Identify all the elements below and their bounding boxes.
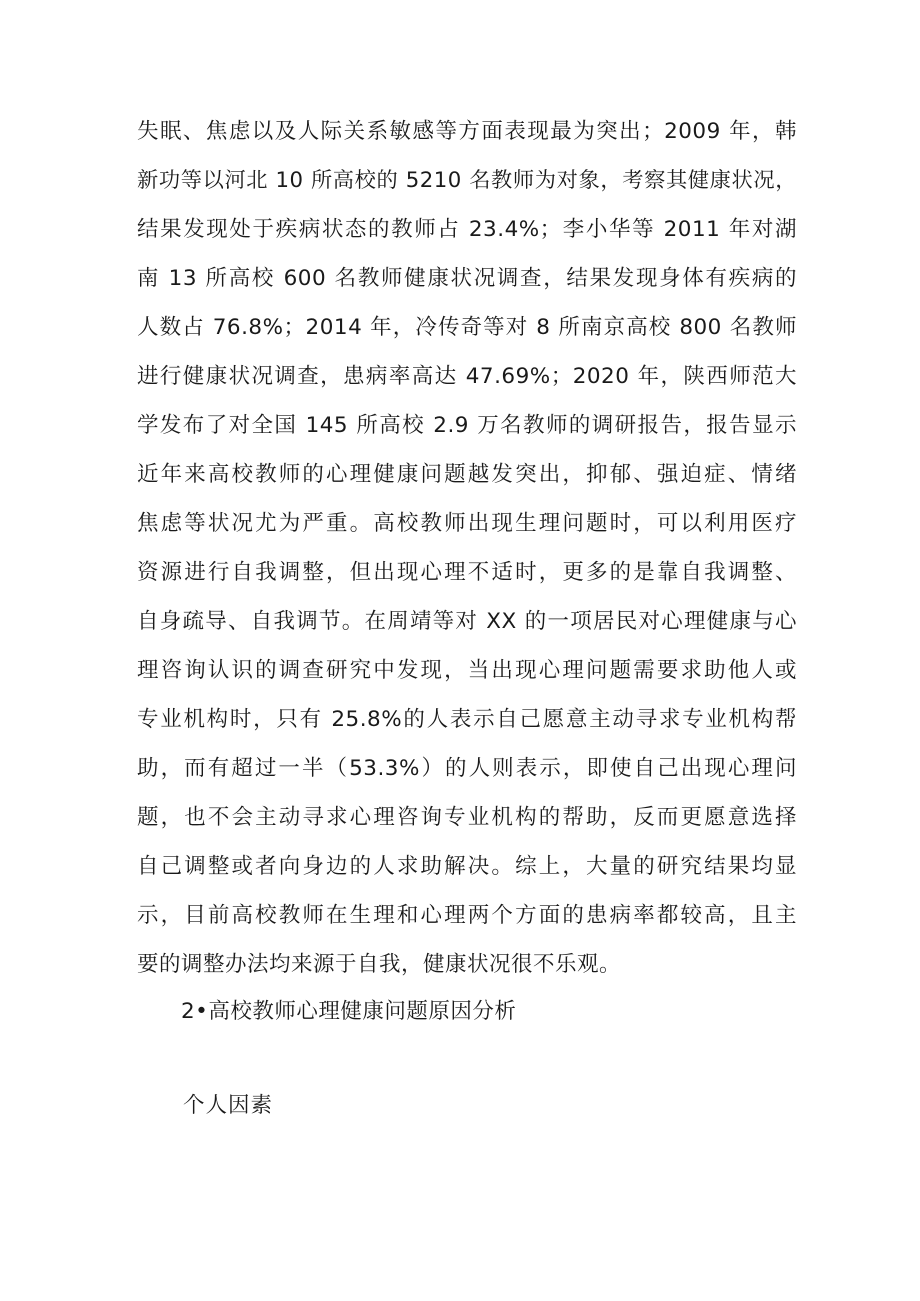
body-line: 专业机构时，只有 25.8%的人表示自己愿意主动寻求专业机构帮	[137, 707, 797, 732]
body-line: 进行健康状况调查，患病率高达 47.69%；2020 年，陕西师范大	[137, 364, 797, 389]
body-line: 自身疏导、自我调节。在周靖等对 XX 的一项居民对心理健康与心	[137, 609, 797, 634]
body-line: 理咨询认识的调查研究中发现，当出现心理问题需要求助他人或	[137, 658, 797, 683]
body-line: 示，目前高校教师在生理和心理两个方面的患病率都较高，且主	[137, 903, 797, 928]
body-line: 结果发现处于疾病状态的教师占 23.4%；李小华等 2011 年对湖	[137, 217, 797, 242]
body-line: 要的调整办法均来源于自我，健康状况很不乐观。	[137, 952, 622, 977]
body-line: 自己调整或者向身边的人求助解决。综上，大量的研究结果均显	[137, 854, 797, 879]
body-line: 资源进行自我调整，但出现心理不适时，更多的是靠自我调整、	[137, 560, 797, 585]
body-line: 南 13 所高校 600 名教师健康状况调查，结果发现身体有疾病的	[137, 266, 797, 291]
body-line: 焦虑等状况尤为严重。高校教师出现生理问题时，可以利用医疗	[137, 511, 797, 536]
body-line: 题，也不会主动寻求心理咨询专业机构的帮助，反而更愿意选择	[137, 805, 797, 830]
body-line: 学发布了对全国 145 所高校 2.9 万名教师的调研报告，报告显示	[137, 413, 797, 438]
body-line: 新功等以河北 10 所高校的 5210 名教师为对象，考察其健康状况，	[137, 168, 797, 193]
section-heading: 2•高校教师心理健康问题原因分析	[181, 999, 517, 1024]
body-line: 近年来高校教师的心理健康问题越发突出，抑郁、强迫症、情绪	[137, 462, 797, 487]
subsection-heading: 个人因素	[183, 1093, 274, 1118]
body-line: 失眠、焦虑以及人际关系敏感等方面表现最为突出；2009 年，韩	[137, 119, 797, 144]
body-line: 助，而有超过一半（53.3%）的人则表示，即使自己出现心理问	[137, 756, 797, 781]
body-line: 人数占 76.8%；2014 年，冷传奇等对 8 所南京高校 800 名教师	[137, 315, 797, 340]
